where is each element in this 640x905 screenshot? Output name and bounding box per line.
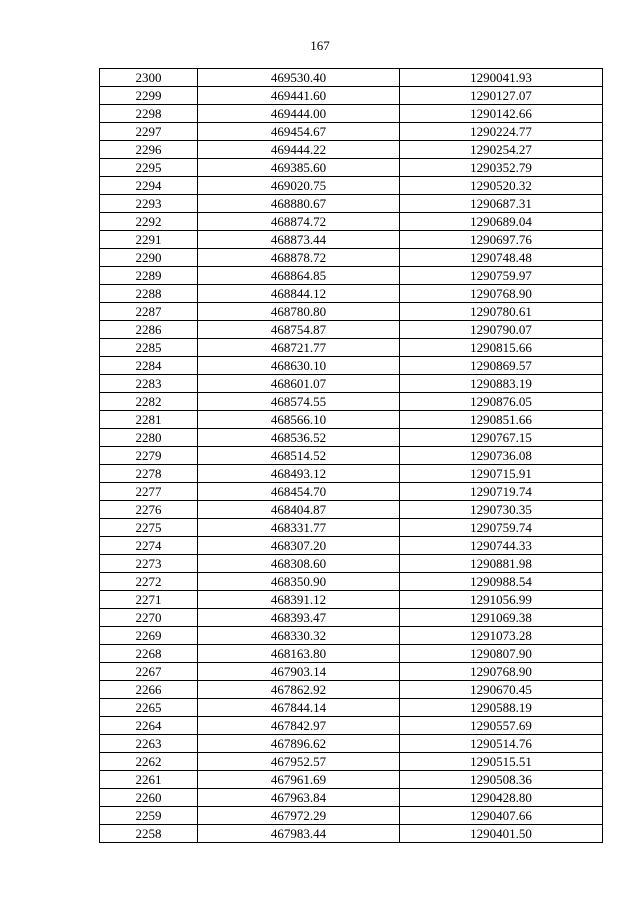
y-coordinate-cell: 1290401.50 xyxy=(400,825,603,843)
point-number-cell: 2300 xyxy=(100,69,198,87)
point-number-cell: 2293 xyxy=(100,195,198,213)
x-coordinate-cell: 468350.90 xyxy=(198,573,400,591)
y-coordinate-cell: 1290041.93 xyxy=(400,69,603,87)
x-coordinate-cell: 469441.60 xyxy=(198,87,400,105)
table-row xyxy=(100,285,603,303)
x-coordinate-cell: 468308.60 xyxy=(198,555,400,573)
point-number-cell: 2265 xyxy=(100,699,198,717)
point-number-cell: 2282 xyxy=(100,393,198,411)
y-coordinate-cell: 1290670.45 xyxy=(400,681,603,699)
point-number-cell: 2283 xyxy=(100,375,198,393)
point-number-cell: 2297 xyxy=(100,123,198,141)
point-number-cell: 2274 xyxy=(100,537,198,555)
table-row xyxy=(100,807,603,825)
x-coordinate-cell: 467896.62 xyxy=(198,735,400,753)
table-row xyxy=(100,267,603,285)
y-coordinate-cell: 1290768.90 xyxy=(400,663,603,681)
x-coordinate-cell: 468878.72 xyxy=(198,249,400,267)
point-number-cell: 2292 xyxy=(100,213,198,231)
table-row xyxy=(100,411,603,429)
y-coordinate-cell: 1290142.66 xyxy=(400,105,603,123)
y-coordinate-cell: 1290697.76 xyxy=(400,231,603,249)
x-coordinate-cell: 468307.20 xyxy=(198,537,400,555)
point-number-cell: 2263 xyxy=(100,735,198,753)
point-number-cell: 2298 xyxy=(100,105,198,123)
y-coordinate-cell: 1290759.97 xyxy=(400,267,603,285)
x-coordinate-cell: 467972.29 xyxy=(198,807,400,825)
y-coordinate-cell: 1290508.36 xyxy=(400,771,603,789)
table-row xyxy=(100,69,603,87)
x-coordinate-cell: 468630.10 xyxy=(198,357,400,375)
x-coordinate-cell: 467952.57 xyxy=(198,753,400,771)
table-row xyxy=(100,357,603,375)
y-coordinate-cell: 1290780.61 xyxy=(400,303,603,321)
x-coordinate-cell: 468330.32 xyxy=(198,627,400,645)
table-row xyxy=(100,177,603,195)
point-number-cell: 2268 xyxy=(100,645,198,663)
table-row xyxy=(100,123,603,141)
table-row xyxy=(100,321,603,339)
y-coordinate-cell: 1290881.98 xyxy=(400,555,603,573)
point-number-cell: 2285 xyxy=(100,339,198,357)
page-number: 167 xyxy=(310,38,330,53)
x-coordinate-cell: 468536.52 xyxy=(198,429,400,447)
table-row xyxy=(100,249,603,267)
x-coordinate-cell: 468754.87 xyxy=(198,321,400,339)
x-coordinate-cell: 468163.80 xyxy=(198,645,400,663)
y-coordinate-cell: 1290689.04 xyxy=(400,213,603,231)
table-row xyxy=(100,591,603,609)
table-row xyxy=(100,555,603,573)
point-number-cell: 2276 xyxy=(100,501,198,519)
y-coordinate-cell: 1290876.05 xyxy=(400,393,603,411)
y-coordinate-cell: 1290588.19 xyxy=(400,699,603,717)
table-row xyxy=(100,447,603,465)
point-number-cell: 2269 xyxy=(100,627,198,645)
table-row xyxy=(100,573,603,591)
y-coordinate-cell: 1291056.99 xyxy=(400,591,603,609)
y-coordinate-cell: 1290744.33 xyxy=(400,537,603,555)
point-number-cell: 2273 xyxy=(100,555,198,573)
y-coordinate-cell: 1291069.38 xyxy=(400,609,603,627)
table-row xyxy=(100,609,603,627)
x-coordinate-cell: 468454.70 xyxy=(198,483,400,501)
y-coordinate-cell: 1291073.28 xyxy=(400,627,603,645)
point-number-cell: 2259 xyxy=(100,807,198,825)
point-number-cell: 2294 xyxy=(100,177,198,195)
y-coordinate-cell: 1290428.80 xyxy=(400,789,603,807)
x-coordinate-cell: 467903.14 xyxy=(198,663,400,681)
y-coordinate-cell: 1290988.54 xyxy=(400,573,603,591)
coordinates-table-body xyxy=(100,69,603,843)
y-coordinate-cell: 1290224.77 xyxy=(400,123,603,141)
point-number-cell: 2291 xyxy=(100,231,198,249)
point-number-cell: 2264 xyxy=(100,717,198,735)
table-row xyxy=(100,645,603,663)
point-number-cell: 2275 xyxy=(100,519,198,537)
y-coordinate-cell: 1290254.27 xyxy=(400,141,603,159)
table-row xyxy=(100,537,603,555)
x-coordinate-cell: 468880.67 xyxy=(198,195,400,213)
table-row xyxy=(100,825,603,843)
table-row xyxy=(100,393,603,411)
x-coordinate-cell: 468514.52 xyxy=(198,447,400,465)
y-coordinate-cell: 1290736.08 xyxy=(400,447,603,465)
x-coordinate-cell: 469444.22 xyxy=(198,141,400,159)
y-coordinate-cell: 1290869.57 xyxy=(400,357,603,375)
x-coordinate-cell: 468844.12 xyxy=(198,285,400,303)
table-row xyxy=(100,213,603,231)
table-row xyxy=(100,501,603,519)
point-number-cell: 2286 xyxy=(100,321,198,339)
x-coordinate-cell: 468566.10 xyxy=(198,411,400,429)
point-number-cell: 2266 xyxy=(100,681,198,699)
x-coordinate-cell: 469454.67 xyxy=(198,123,400,141)
x-coordinate-cell: 469530.40 xyxy=(198,69,400,87)
x-coordinate-cell: 468331.77 xyxy=(198,519,400,537)
y-coordinate-cell: 1290790.07 xyxy=(400,321,603,339)
y-coordinate-cell: 1290520.32 xyxy=(400,177,603,195)
x-coordinate-cell: 468874.72 xyxy=(198,213,400,231)
y-coordinate-cell: 1290759.74 xyxy=(400,519,603,537)
y-coordinate-cell: 1290557.69 xyxy=(400,717,603,735)
table-row xyxy=(100,375,603,393)
point-number-cell: 2261 xyxy=(100,771,198,789)
table-row xyxy=(100,429,603,447)
point-number-cell: 2290 xyxy=(100,249,198,267)
x-coordinate-cell: 468864.85 xyxy=(198,267,400,285)
y-coordinate-cell: 1290515.51 xyxy=(400,753,603,771)
table-row xyxy=(100,699,603,717)
y-coordinate-cell: 1290730.35 xyxy=(400,501,603,519)
x-coordinate-cell: 467963.84 xyxy=(198,789,400,807)
point-number-cell: 2267 xyxy=(100,663,198,681)
table-row xyxy=(100,663,603,681)
point-number-cell: 2295 xyxy=(100,159,198,177)
table-row xyxy=(100,303,603,321)
y-coordinate-cell: 1290127.07 xyxy=(400,87,603,105)
table-row xyxy=(100,87,603,105)
table-row xyxy=(100,681,603,699)
point-number-cell: 2284 xyxy=(100,357,198,375)
table-row xyxy=(100,465,603,483)
x-coordinate-cell: 468574.55 xyxy=(198,393,400,411)
point-number-cell: 2288 xyxy=(100,285,198,303)
point-number-cell: 2287 xyxy=(100,303,198,321)
table-row xyxy=(100,753,603,771)
x-coordinate-cell: 467842.97 xyxy=(198,717,400,735)
table-row xyxy=(100,519,603,537)
y-coordinate-cell: 1290768.90 xyxy=(400,285,603,303)
point-number-cell: 2270 xyxy=(100,609,198,627)
table-row xyxy=(100,105,603,123)
y-coordinate-cell: 1290767.15 xyxy=(400,429,603,447)
y-coordinate-cell: 1290407.66 xyxy=(400,807,603,825)
table-row xyxy=(100,735,603,753)
y-coordinate-cell: 1290514.76 xyxy=(400,735,603,753)
point-number-cell: 2271 xyxy=(100,591,198,609)
x-coordinate-cell: 468404.87 xyxy=(198,501,400,519)
point-number-cell: 2279 xyxy=(100,447,198,465)
x-coordinate-cell: 469385.60 xyxy=(198,159,400,177)
table-row xyxy=(100,717,603,735)
y-coordinate-cell: 1290715.91 xyxy=(400,465,603,483)
table-row xyxy=(100,195,603,213)
y-coordinate-cell: 1290748.48 xyxy=(400,249,603,267)
point-number-cell: 2278 xyxy=(100,465,198,483)
x-coordinate-cell: 468601.07 xyxy=(198,375,400,393)
table-row xyxy=(100,141,603,159)
point-number-cell: 2289 xyxy=(100,267,198,285)
table-row xyxy=(100,627,603,645)
x-coordinate-cell: 467983.44 xyxy=(198,825,400,843)
x-coordinate-cell: 467844.14 xyxy=(198,699,400,717)
y-coordinate-cell: 1290687.31 xyxy=(400,195,603,213)
x-coordinate-cell: 468393.47 xyxy=(198,609,400,627)
x-coordinate-cell: 469020.75 xyxy=(198,177,400,195)
y-coordinate-cell: 1290807.90 xyxy=(400,645,603,663)
table-row xyxy=(100,339,603,357)
point-number-cell: 2262 xyxy=(100,753,198,771)
point-number-cell: 2296 xyxy=(100,141,198,159)
table-row xyxy=(100,231,603,249)
table-row xyxy=(100,159,603,177)
y-coordinate-cell: 1290352.79 xyxy=(400,159,603,177)
table-row xyxy=(100,483,603,501)
x-coordinate-cell: 468721.77 xyxy=(198,339,400,357)
x-coordinate-cell: 468493.12 xyxy=(198,465,400,483)
point-number-cell: 2277 xyxy=(100,483,198,501)
point-number-cell: 2258 xyxy=(100,825,198,843)
x-coordinate-cell: 467862.92 xyxy=(198,681,400,699)
x-coordinate-cell: 468780.80 xyxy=(198,303,400,321)
y-coordinate-cell: 1290815.66 xyxy=(400,339,603,357)
y-coordinate-cell: 1290719.74 xyxy=(400,483,603,501)
x-coordinate-cell: 469444.00 xyxy=(198,105,400,123)
y-coordinate-cell: 1290851.66 xyxy=(400,411,603,429)
point-number-cell: 2280 xyxy=(100,429,198,447)
x-coordinate-cell: 468873.44 xyxy=(198,231,400,249)
y-coordinate-cell: 1290883.19 xyxy=(400,375,603,393)
x-coordinate-cell: 467961.69 xyxy=(198,771,400,789)
table-row xyxy=(100,771,603,789)
table-row xyxy=(100,789,603,807)
x-coordinate-cell: 468391.12 xyxy=(198,591,400,609)
point-number-cell: 2299 xyxy=(100,87,198,105)
point-number-cell: 2260 xyxy=(100,789,198,807)
point-number-cell: 2272 xyxy=(100,573,198,591)
coordinates-table xyxy=(99,68,603,843)
point-number-cell: 2281 xyxy=(100,411,198,429)
